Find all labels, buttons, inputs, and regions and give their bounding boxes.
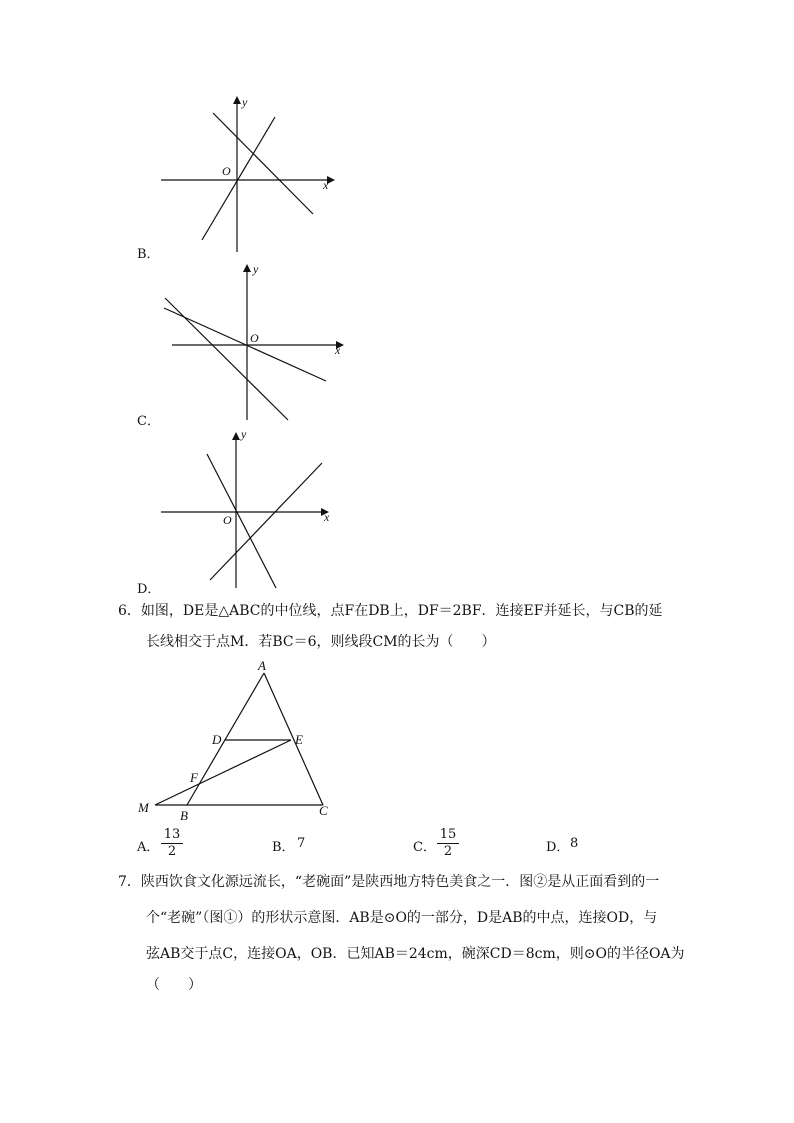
q6-option-a-denominator: 2: [167, 844, 177, 859]
q7-text-line-4: （ ）: [146, 977, 202, 993]
q7-text-line-1: 7．陕西饮食文化源远流长，“老碗面”是陕西地方特色美食之一．图②是从正面看到的一: [118, 874, 660, 890]
q7-text-line-3: 弦AB交于点C，连接OA，OB．已知AB＝24cm，碗深CD＝8cm，则⊙O的半径OA为: [146, 946, 685, 962]
label-e: E: [295, 732, 303, 747]
q6-option-b-label: B．: [272, 840, 295, 855]
q6-option-c-fraction: [437, 828, 459, 859]
q6-text-line-1: 6．如图，DE是△ABC的中位线，点F在DB上，DF＝2BF．连接EF并延长，与CB的延: [118, 603, 663, 619]
q6-option-d-value: 8: [570, 836, 579, 851]
label-d: D: [212, 732, 222, 747]
graph-b: [155, 90, 345, 260]
label-f: F: [190, 770, 198, 785]
origin-label: O: [222, 164, 231, 178]
side-ac: [264, 673, 323, 805]
option-b-label: B．: [137, 247, 160, 262]
y-arrow: [233, 96, 241, 104]
q6-triangle-figure: [130, 655, 350, 825]
q6-option-c-label: C．: [413, 840, 436, 855]
label-b: B: [180, 808, 188, 823]
option-c-label: C．: [137, 414, 160, 429]
label-a: A: [258, 658, 266, 673]
x-label: x: [335, 343, 341, 357]
origin-label: O: [223, 513, 232, 527]
y-label: y: [241, 427, 247, 441]
label-c: C: [319, 803, 328, 818]
segment-me: [155, 740, 291, 805]
y-arrow: [243, 264, 251, 272]
q6-option-a-numerator: 13: [163, 827, 181, 842]
x-label: x: [324, 510, 330, 524]
graph-c: [160, 258, 350, 426]
y-arrow: [232, 432, 240, 440]
y-label: y: [242, 95, 248, 109]
q6-option-a-label: A．: [137, 840, 160, 855]
y-label: y: [253, 262, 259, 276]
origin-label: O: [250, 331, 259, 345]
graph-d: [155, 426, 345, 594]
q6-option-a-fraction: [161, 828, 183, 859]
label-m: M: [138, 800, 149, 815]
q6-option-b-value: 7: [297, 836, 306, 851]
x-label: x: [323, 178, 329, 192]
option-d-label: D．: [137, 582, 161, 597]
side-ab: [187, 673, 264, 805]
q6-option-c-numerator: 15: [439, 827, 457, 842]
q6-option-d-label: D．: [546, 840, 570, 855]
q7-text-line-2: 个“老碗”（图①）的形状示意图．AB是⊙O的一部分，D是AB的中点，连接OD，与: [146, 910, 658, 926]
line-2: [202, 117, 275, 240]
q6-text-line-2: 长线相交于点M．若BC＝6，则线段CM的长为（ ）: [146, 634, 496, 650]
q6-option-c-denominator: 2: [443, 844, 453, 859]
